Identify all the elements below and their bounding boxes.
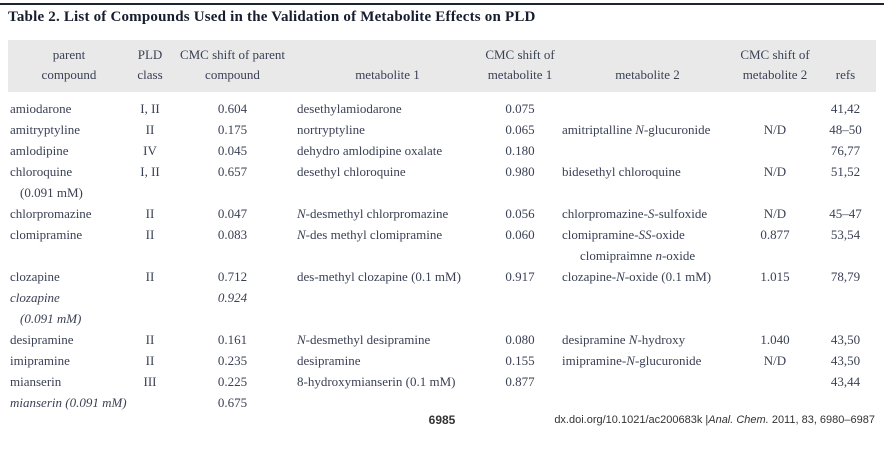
table-cell: desethyl chloroquine	[297, 164, 406, 179]
table-cell: 0.060	[505, 227, 535, 242]
table-cell: amitryptyline	[10, 122, 81, 137]
table-cell: 48–50	[829, 122, 862, 137]
table-cell: 0.604	[217, 101, 248, 116]
table-cell: 0.877	[760, 227, 790, 242]
table-cell: 0.225	[217, 374, 248, 389]
column-header-refs: refs	[815, 40, 876, 92]
table-cell: bidesethyl chloroquine	[562, 164, 681, 179]
table-cell: 0.980	[505, 164, 535, 179]
table-cell: nortryptyline	[297, 122, 365, 137]
table-cell: 53,54	[830, 227, 861, 242]
table-cell: N/D	[763, 206, 787, 221]
table-cell	[735, 392, 815, 413]
table-cell	[130, 287, 170, 329]
table-cell: 0.075	[505, 101, 535, 116]
table-cell	[295, 392, 480, 413]
citation: dx.doi.org/10.1021/ac200683k |Anal. Chem. 2011, 83, 6980–6987	[554, 414, 875, 426]
table-cell: III	[143, 374, 157, 389]
table-cell: amiodarone	[10, 101, 72, 116]
table-cell: N-desmethyl chlorpromazine	[297, 206, 449, 221]
table-cell: amlodipine	[10, 143, 69, 158]
table-cell: desipramine N-hydroxy	[562, 332, 686, 347]
table-row	[8, 119, 876, 140]
table-cell: N/D	[763, 353, 787, 368]
table-cell: desethylamiodarone	[297, 101, 402, 116]
table-row	[8, 266, 876, 287]
table-cell: 0.083	[217, 227, 248, 242]
table-cell: clozapine-N-oxide (0.1 mM)	[562, 269, 712, 284]
table-cell: 43,44	[830, 374, 861, 389]
table-cell: 0.180	[505, 143, 535, 158]
column-header-cmc-shift-metabolite-1: CMC shift of metabolite 1	[480, 40, 560, 92]
table-cell: clozapine	[10, 269, 60, 284]
table-cell: 51,52	[830, 164, 861, 179]
table-cell: II	[145, 269, 155, 284]
table-cell	[480, 392, 560, 413]
table-cell: 76,77	[830, 143, 861, 158]
table-cell: chloroquine (0.091 mM)	[10, 164, 83, 200]
table-cell: chlorpromazine	[10, 206, 92, 221]
table-cell: N-des methyl clomipramine	[297, 227, 443, 242]
table-cell: 0.917	[505, 269, 535, 284]
page-number: 6985	[428, 413, 456, 427]
table-cell: 43,50	[830, 353, 861, 368]
table-cell: 0.056	[505, 206, 535, 221]
column-header-metabolite-1: metabolite 1	[295, 40, 480, 92]
column-header-cmc-shift-metabolite-2: CMC shift of metabolite 2	[735, 40, 815, 92]
table-row	[8, 350, 876, 371]
table-cell	[130, 392, 170, 413]
table-row	[8, 92, 876, 119]
table-cell: 0.161	[217, 332, 248, 347]
table-cell: II	[145, 206, 155, 221]
table-cell: desipramine	[10, 332, 74, 347]
table-cell: chlorpromazine-S-sulfoxide	[562, 206, 708, 221]
table-cell: clozapine (0.091 mM)	[10, 290, 82, 326]
table-cell: IV	[143, 143, 157, 158]
table-cell: imipramine	[10, 353, 70, 368]
table-cell	[815, 287, 876, 329]
table-cell: 43,50	[830, 332, 861, 347]
table-cell: II	[145, 353, 155, 368]
table-cell: 1.015	[760, 269, 790, 284]
table-cell: 0.045	[217, 143, 248, 158]
table-cell	[560, 287, 735, 329]
table-cell: 78,79	[830, 269, 861, 284]
table-body	[8, 92, 876, 413]
table-cell	[560, 371, 735, 392]
table-cell: 0.924	[217, 290, 248, 305]
table-cell: 45–47	[829, 206, 862, 221]
table-row	[8, 161, 876, 203]
table-row	[8, 224, 876, 266]
table-cell: 0.065	[505, 122, 535, 137]
table-cell	[560, 92, 735, 119]
table-cell: II	[145, 227, 155, 242]
column-header-pld-class: PLD class	[130, 40, 170, 92]
table-cell: clomipramine	[10, 227, 83, 242]
table-cell: N-desmethyl desipramine	[297, 332, 431, 347]
table-cell: des-methyl clozapine (0.1 mM)	[297, 269, 461, 284]
table-cell: 8-hydroxymianserin (0.1 mM)	[297, 374, 456, 389]
table-cell: amitriptalline N-glucuronide	[562, 122, 711, 137]
table-row	[8, 392, 876, 413]
table-header	[8, 40, 876, 92]
table-cell: 0.657	[217, 164, 248, 179]
table-cell: desipramine	[297, 353, 361, 368]
table-cell	[735, 287, 815, 329]
table-cell: 0.235	[217, 353, 248, 368]
table-cell	[815, 392, 876, 413]
table-row	[8, 329, 876, 350]
table-cell: N/D	[763, 122, 787, 137]
table-cell: mianserin (0.091 mM)	[10, 395, 127, 410]
table-cell: 0.675	[217, 395, 248, 410]
table-cell	[735, 371, 815, 392]
table-cell: 0.155	[505, 353, 535, 368]
table-cell: clomipramine-SS-oxide clomipraimne n-oxide	[562, 227, 696, 263]
table-title: Table 2. List of Compounds Used in the Validation of Metabolite Effects on PLD	[8, 9, 536, 25]
table-cell	[560, 140, 735, 161]
table-cell: N/D	[763, 164, 787, 179]
table-cell: 0.712	[217, 269, 248, 284]
table-cell: I, II	[140, 101, 160, 116]
header-row	[8, 40, 876, 92]
table-cell: imipramine-N-glucuronide	[562, 353, 702, 368]
table-cell: 0.175	[217, 122, 248, 137]
table-cell: 0.877	[505, 374, 535, 389]
column-header-cmc-shift-parent: CMC shift of parent compound	[170, 40, 295, 92]
column-header-parent-compound: parent compound	[8, 40, 130, 92]
table-cell: 41,42	[830, 101, 861, 116]
compounds-table	[8, 40, 876, 413]
table-cell: 0.080	[505, 332, 535, 347]
table-cell	[735, 140, 815, 161]
table-cell	[480, 287, 560, 329]
table-cell	[735, 92, 815, 119]
table-row	[8, 371, 876, 392]
table-cell: 1.040	[760, 332, 790, 347]
table-row	[8, 203, 876, 224]
table-row	[8, 287, 876, 329]
table-cell: mianserin	[10, 374, 62, 389]
top-rule	[0, 3, 884, 5]
table-cell: dehydro amlodipine oxalate	[297, 143, 443, 158]
table-cell: II	[145, 332, 155, 347]
table-cell: 0.047	[217, 206, 248, 221]
table-cell: I, II	[140, 164, 160, 179]
table-cell: II	[145, 122, 155, 137]
table-cell	[560, 392, 735, 413]
table-row	[8, 140, 876, 161]
column-header-metabolite-2: metabolite 2	[560, 40, 735, 92]
table-cell	[295, 287, 480, 329]
